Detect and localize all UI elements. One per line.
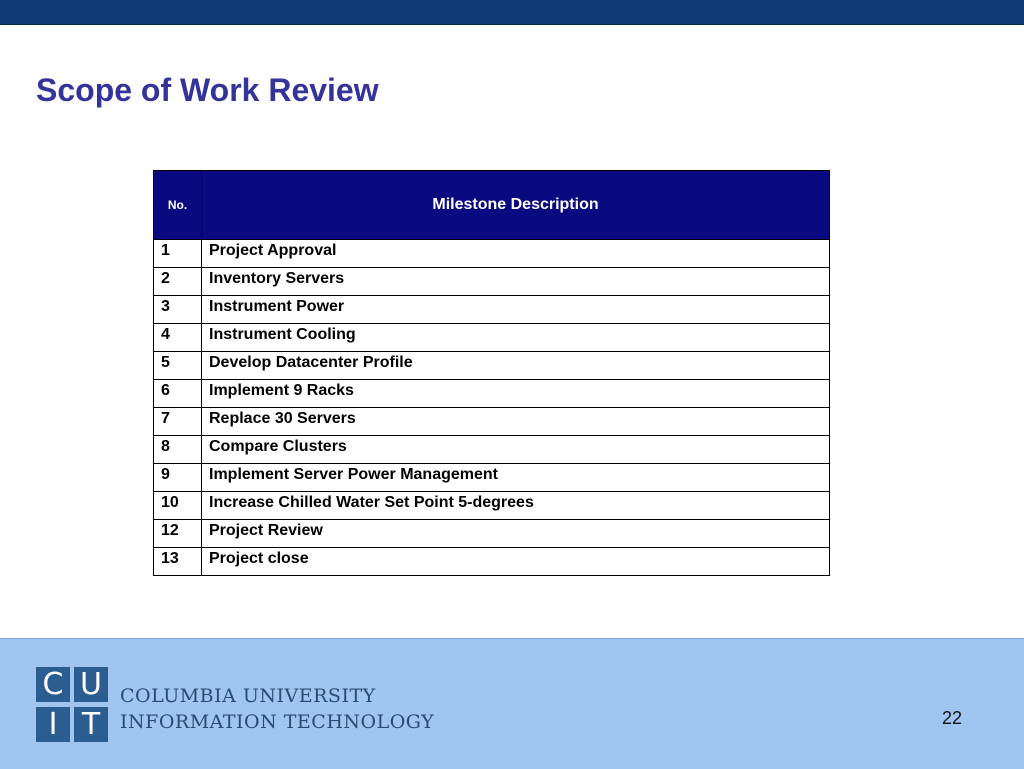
org-name-line1: COLUMBIA UNIVERSITY: [120, 685, 376, 707]
row-number: 12: [154, 520, 202, 548]
cuit-logo: [36, 667, 109, 743]
row-description: Instrument Cooling: [202, 324, 830, 352]
row-description: Inventory Servers: [202, 268, 830, 296]
row-number: 4: [154, 324, 202, 352]
table-header-row: [154, 171, 830, 240]
row-description: Compare Clusters: [202, 436, 830, 464]
table-row: [154, 492, 830, 520]
row-description: Replace 30 Servers: [202, 408, 830, 436]
logo-letter-i: I: [36, 707, 70, 742]
row-number: 7: [154, 408, 202, 436]
row-number: 8: [154, 436, 202, 464]
row-description: Increase Chilled Water Set Point 5-degrees: [202, 492, 830, 520]
header-milestone-description: Milestone Description: [202, 171, 830, 240]
row-description: Project Approval: [202, 240, 830, 268]
table-row: [154, 296, 830, 324]
row-number: 13: [154, 548, 202, 576]
row-description: Project Review: [202, 520, 830, 548]
table-row: [154, 268, 830, 296]
row-number: 6: [154, 380, 202, 408]
row-number: 9: [154, 464, 202, 492]
row-description: Implement 9 Racks: [202, 380, 830, 408]
table-row: [154, 548, 830, 576]
row-description: Implement Server Power Management: [202, 464, 830, 492]
row-number: 10: [154, 492, 202, 520]
organization-name: [120, 683, 434, 735]
footer-band: [0, 638, 1024, 769]
table-row: [154, 408, 830, 436]
row-description: Instrument Power: [202, 296, 830, 324]
table-row: [154, 436, 830, 464]
logo-letter-t: T: [74, 707, 108, 742]
row-number: 2: [154, 268, 202, 296]
milestone-table: [153, 170, 830, 576]
row-number: 5: [154, 352, 202, 380]
table-row: [154, 352, 830, 380]
logo-letter-u: U: [74, 667, 108, 702]
row-description: Develop Datacenter Profile: [202, 352, 830, 380]
org-name-line2: INFORMATION TECHNOLOGY: [120, 711, 435, 733]
table-row: [154, 520, 830, 548]
header-no: No.: [154, 171, 202, 240]
table-row: [154, 240, 830, 268]
table-row: [154, 380, 830, 408]
logo-letter-c: C: [36, 667, 70, 702]
slide-title: Scope of Work Review: [36, 72, 379, 108]
page-number: 22: [941, 708, 962, 728]
row-number: 3: [154, 296, 202, 324]
table-row: [154, 324, 830, 352]
row-description: Project close: [202, 548, 830, 576]
row-number: 1: [154, 240, 202, 268]
top-bar: [0, 0, 1024, 25]
table-row: [154, 464, 830, 492]
